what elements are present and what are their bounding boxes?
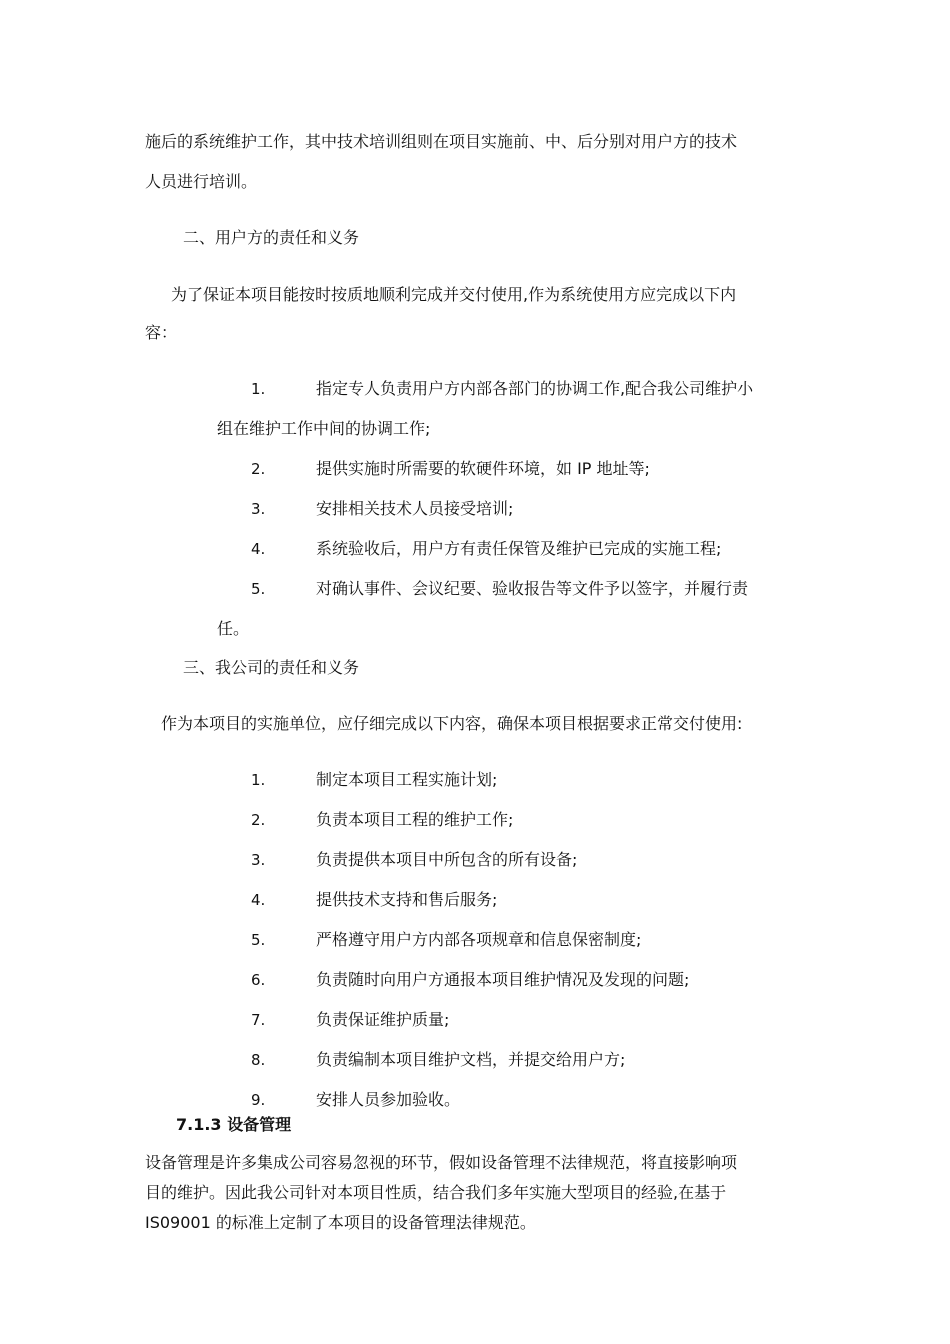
list-item-text: 对确认事件、会议纪要、验收报告等文件予以签字，并履行责 bbox=[316, 579, 749, 598]
list-item-text: 负责随时向用户方通报本项目维护情况及发现的问题; bbox=[316, 970, 690, 989]
paragraph-line: 容： bbox=[145, 323, 178, 342]
paragraph-line: 目的维护。因此我公司针对本项目性质，结合我们多年实施大型项目的经验,在基于 bbox=[145, 1183, 727, 1202]
list-item-number: 1. bbox=[251, 771, 266, 789]
list-item-text: 提供技术支持和售后服务; bbox=[316, 890, 498, 909]
list-item-number: 1. bbox=[251, 380, 266, 398]
paragraph-line: 作为本项目的实施单位，应仔细完成以下内容，确保本项目根据要求正常交付使用: bbox=[161, 714, 743, 733]
intro-line-1: 施后的系统维护工作，其中技术培训组则在项目实施前、中、后分别对用户方的技术 bbox=[145, 132, 738, 151]
section-heading-user-duties: 二、用户方的责任和义务 bbox=[183, 228, 360, 247]
list-item-text: 负责编制本项目维护文档，并提交给用户方; bbox=[316, 1050, 626, 1069]
list-item-number: 9. bbox=[251, 1091, 266, 1109]
list-item-text: 负责提供本项目中所包含的所有设备; bbox=[316, 850, 578, 869]
list-item-text: 系统验收后，用户方有责任保管及维护已完成的实施工程; bbox=[316, 539, 722, 558]
list-item-number: 5. bbox=[251, 580, 266, 598]
list-item-text: 安排相关技术人员接受培训; bbox=[316, 499, 514, 518]
list-item-number: 2. bbox=[251, 460, 266, 478]
intro-line-2: 人员进行培训。 bbox=[145, 172, 258, 191]
list-item-text: 制定本项目工程实施计划; bbox=[316, 770, 498, 789]
list-item-text: 负责保证维护质量; bbox=[316, 1010, 450, 1029]
list-item-number: 4. bbox=[251, 891, 266, 909]
list-item-text: 提供实施时所需要的软硬件环境，如 IP 地址等; bbox=[316, 459, 650, 478]
section-heading-equipment-management: 7.1.3 设备管理 bbox=[176, 1115, 292, 1134]
section-heading-company-duties: 三、我公司的责任和义务 bbox=[183, 658, 360, 677]
list-item-number: 3. bbox=[251, 500, 266, 518]
list-item-text: 严格遵守用户方内部各项规章和信息保密制度; bbox=[316, 930, 642, 949]
list-item-text: 指定专人负责用户方内部各部门的协调工作,配合我公司维护小 bbox=[316, 379, 754, 398]
paragraph-line: IS09001 的标准上定制了本项目的设备管理法律规范。 bbox=[145, 1213, 536, 1232]
list-item-text-continued: 任。 bbox=[217, 619, 250, 638]
list-item-number: 2. bbox=[251, 811, 266, 829]
list-item-number: 5. bbox=[251, 931, 266, 949]
list-item-text-continued: 组在维护工作中间的协调工作; bbox=[217, 419, 431, 438]
paragraph-line: 为了保证本项目能按时按质地顺利完成并交付使用,作为系统使用方应完成以下内 bbox=[171, 285, 737, 304]
list-item-text: 负责本项目工程的维护工作; bbox=[316, 810, 514, 829]
list-item-number: 4. bbox=[251, 540, 266, 558]
list-item-number: 8. bbox=[251, 1051, 266, 1069]
list-item-number: 7. bbox=[251, 1011, 266, 1029]
list-item-number: 6. bbox=[251, 971, 266, 989]
list-item-text: 安排人员参加验收。 bbox=[316, 1090, 461, 1109]
list-item-number: 3. bbox=[251, 851, 266, 869]
paragraph-line: 设备管理是许多集成公司容易忽视的环节，假如设备管理不法律规范，将直接影响项 bbox=[145, 1153, 738, 1172]
